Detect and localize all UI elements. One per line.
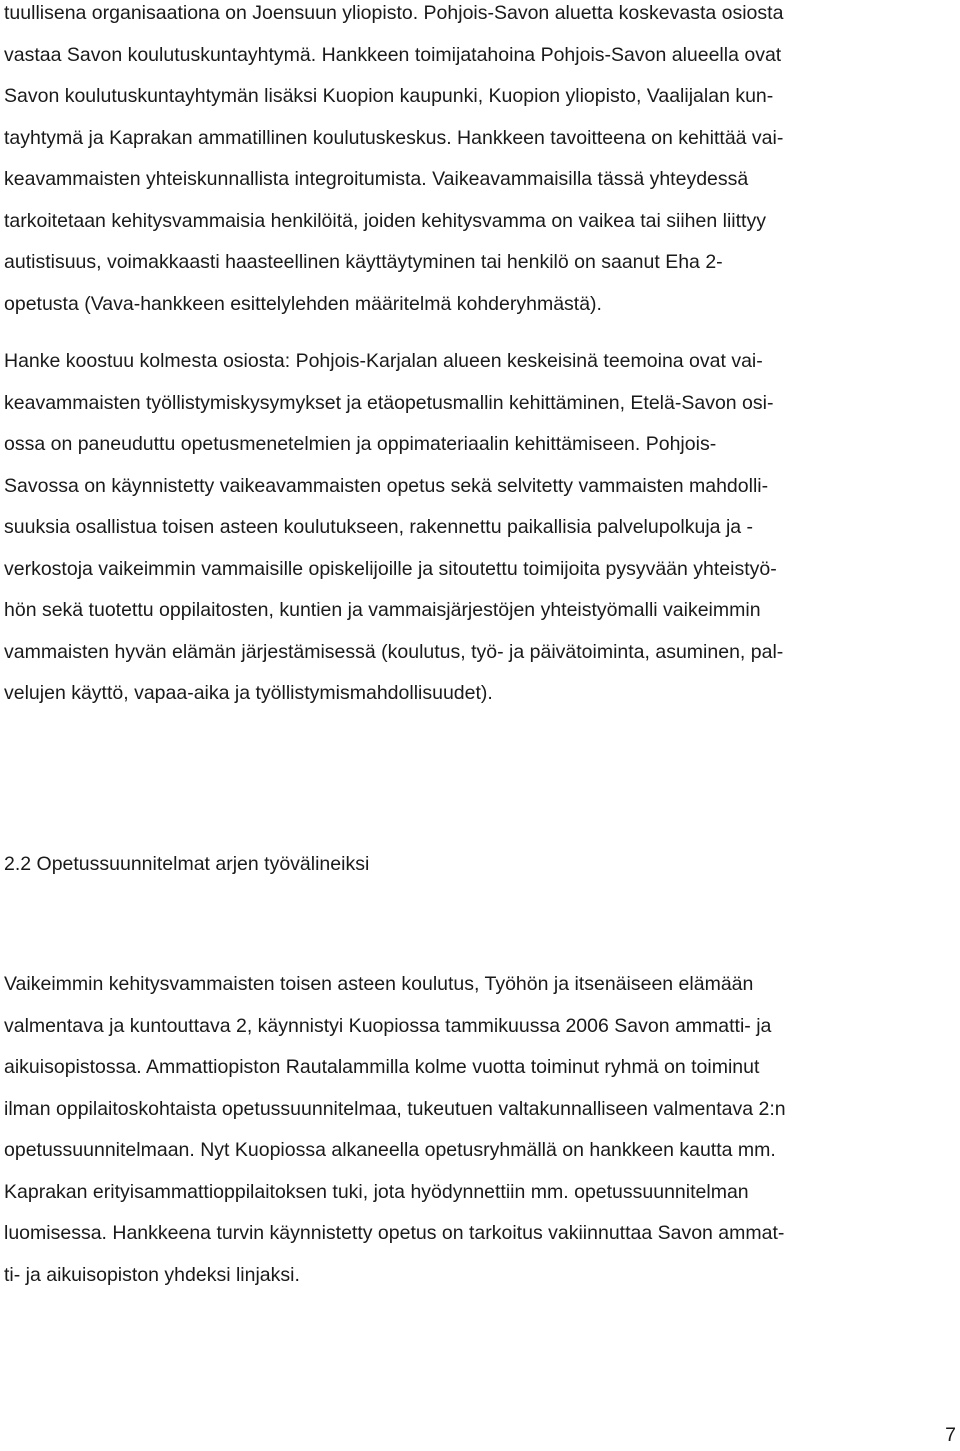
text-line: Savossa on käynnistetty vaikeavammaisten opetus sekä selvitetty vammaisten mahdolli- <box>4 474 769 497</box>
paragraph-1 <box>4 0 960 325</box>
text-line: opetussuunnitelmaan. Nyt Kuopiossa alkaneella opetusryhmällä on hankkeen kautta mm. <box>4 1139 776 1161</box>
text-line: ossa on paneuduttu opetusmenetelmien ja oppimateriaalin kehittämiseen. Pohjois- <box>4 433 717 455</box>
text-line: keavammaisten yhteiskunnallista integroitumista. Vaikeavammaisilla tässä yhteydessä <box>4 168 749 190</box>
text-line: Hanke koostuu kolmesta osiosta: Pohjois-Karjalan alueen keskeisinä teemoina ovat vai- <box>4 350 763 372</box>
text-line: tayhtymä ja Kaprakan ammatillinen koulutuskeskus. Hankkeen tavoitteena on kehittää vai- <box>4 126 784 149</box>
text-line: vastaa Savon koulutuskuntayhtymä. Hankkeen toimijatahoina Pohjois-Savon alueella ovat <box>4 43 782 66</box>
text-line: hön sekä tuotettu oppilaitosten, kuntien ja vammaisjärjestöjen yhteistyömalli vaikeimmin <box>4 599 761 621</box>
text-line: suuksia osallistua toisen asteen koulutukseen, rakennettu paikallisia palvelupolkuja ja - <box>4 516 754 538</box>
text-line: Kaprakan erityisammattioppilaitoksen tuki, jota hyödynnettiin mm. opetussuunnitelman <box>4 1180 749 1203</box>
text-line: autistisuus, voimakkaasti haasteellinen käyttäytyminen tai henkilö on saanut Eha 2- <box>4 251 723 273</box>
text-line: ti- ja aikuisopiston yhdeksi linjaksi. <box>4 1263 300 1286</box>
text-line: velujen käyttö, vapaa-aika ja työllistymismahdollisuudet). <box>4 682 493 704</box>
paragraph-2 <box>4 341 960 715</box>
text-line: Savon koulutuskuntayhtymän lisäksi Kuopion kaupunki, Kuopion yliopisto, Vaalijalan kun- <box>4 85 774 107</box>
text-line: ilman oppilaitoskohtaista opetussuunnitelmaa, tukeutuen valtakunnalliseen valmentava 2:n <box>4 1097 786 1120</box>
paragraph-3 <box>4 964 960 1296</box>
text-line: vammaisten hyvän elämän järjestämisessä (koulutus, työ- ja päivätoiminta, asuminen, pal- <box>4 640 784 663</box>
text-line: valmentava ja kuntouttava 2, käynnistyi Kuopiossa tammikuussa 2006 Savon ammatti- ja <box>4 1014 772 1037</box>
text-line: opetusta (Vava-hankkeen esittelylehden määritelmä kohderyhmästä). <box>4 292 602 315</box>
page-number: 7 <box>945 1424 956 1446</box>
text-line: verkostoja vaikeimmin vammaisille opiskelijoille ja sitoutettu toimijoita pysyvään yhteistyö- <box>4 557 777 580</box>
text-line: keavammaisten työllistymiskysymykset ja etäopetusmallin kehittäminen, Etelä-Savon osi- <box>4 391 774 414</box>
text-line: aikuisopistossa. Ammattiopiston Rautalammilla kolme vuotta toiminut ryhmä on toiminut <box>4 1056 760 1078</box>
section-heading: 2.2 Opetussuunnitelmat arjen työvälineiksi <box>4 853 370 875</box>
text-line: tuullisena organisaationa on Joensuun yliopisto. Pohjois-Savon aluetta koskevasta osiosta <box>4 2 784 24</box>
text-line: Vaikeimmin kehitysvammaisten toisen asteen koulutus, Työhön ja itsenäiseen elämään <box>4 973 754 995</box>
text-line: tarkoitetaan kehitysvammaisia henkilöitä, joiden kehitysvamma on vaikea tai siihen liittyy <box>4 209 766 232</box>
text-line: luomisessa. Hankkeena turvin käynnistetty opetus on tarkoitus vakiinnuttaa Savon ammat- <box>4 1222 785 1244</box>
